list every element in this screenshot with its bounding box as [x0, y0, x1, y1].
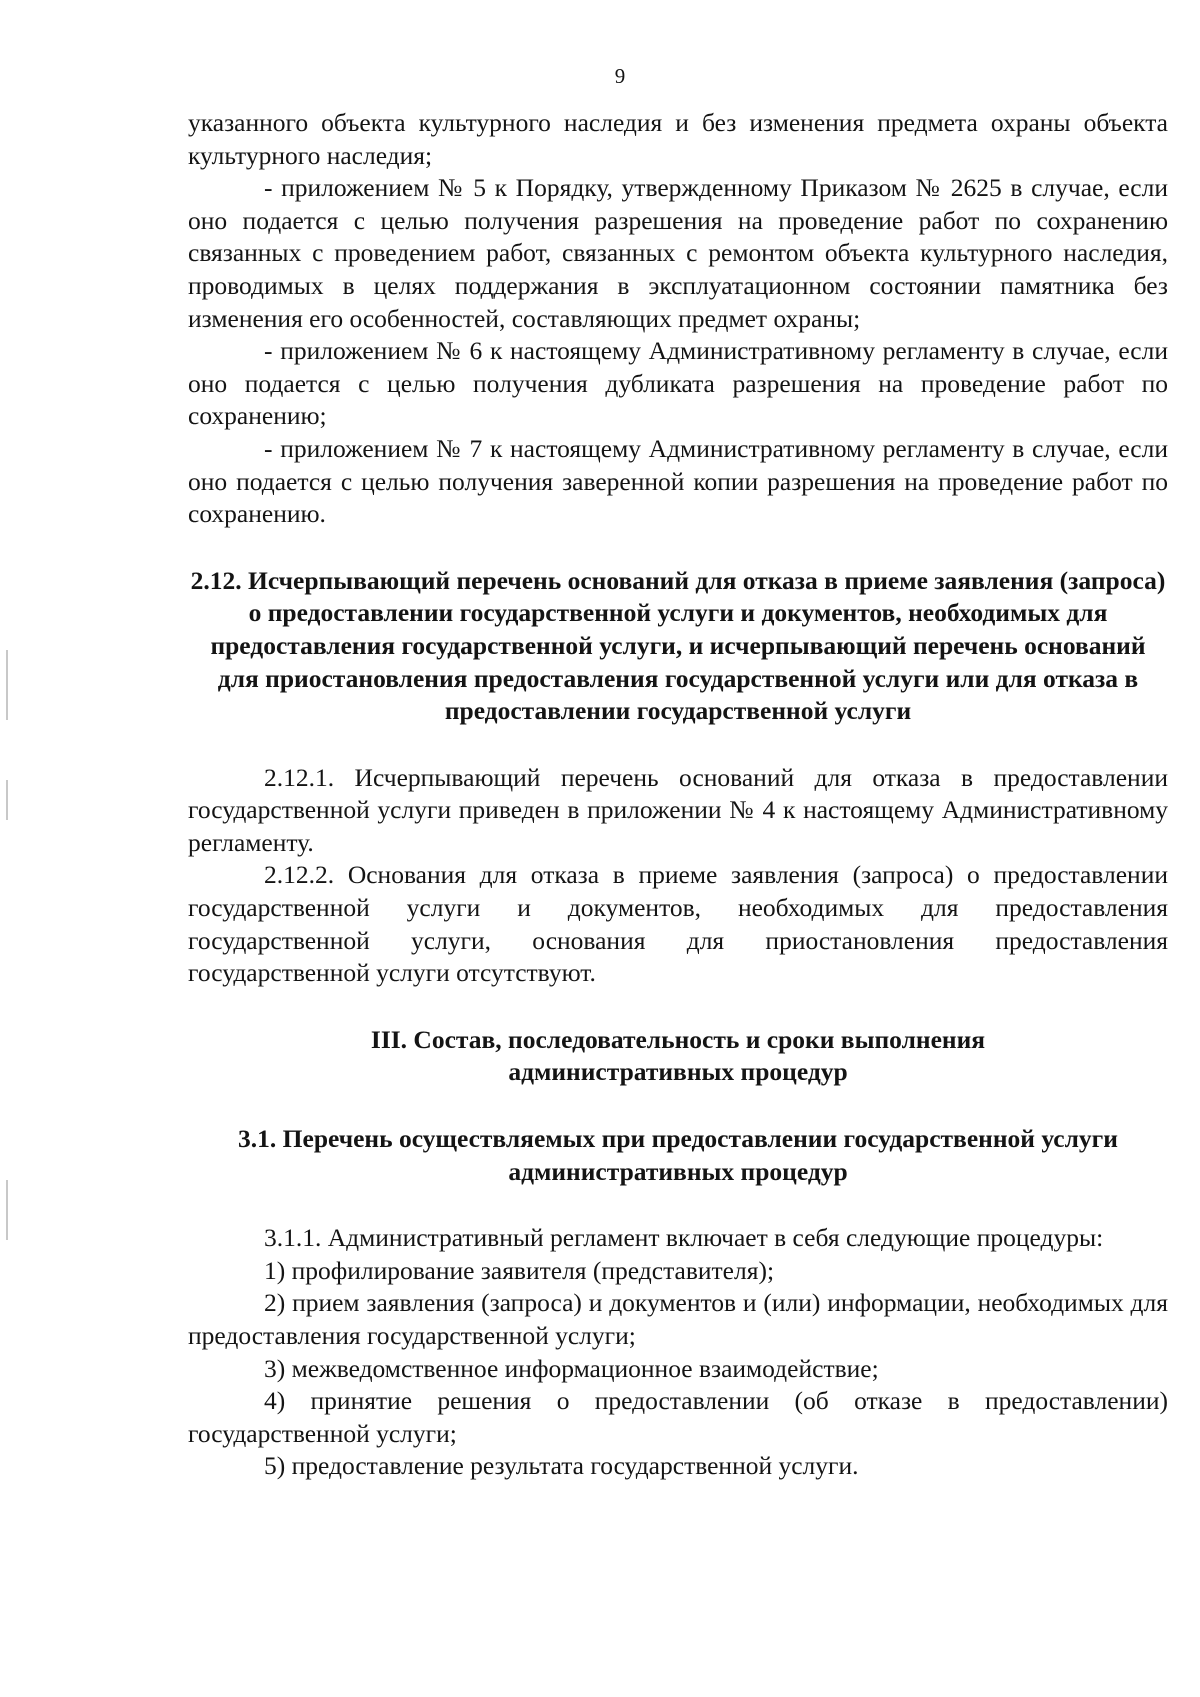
page-number: 9 — [614, 64, 626, 88]
section-2-12-heading: 2.12. Исчерпывающий перечень оснований для отказа в приеме заявления (запроса) о предоставлении государственной услуги и документов, необходимых для предоставления государственной услуги, и исчерпывающий перечень оснований для приостановления предоставления государственной услуги или для отказа в предоставлении государственной услуги — [190, 565, 1166, 726]
intro-paragraph: - приложением № 7 к настоящему Административному регламенту в случае, если оно подается с целью получения заверенной копии разрешения на проведение работ по сохранению. — [188, 433, 1168, 529]
scan-margin-mark — [6, 780, 8, 820]
procedure-item: 4) принятие решения о предоставлении (об отказе в предоставлении) государственной услуги; — [188, 1386, 1168, 1448]
spacer — [188, 1089, 1168, 1123]
scan-margin-mark — [6, 1180, 8, 1240]
intro-paragraph: указанного объекта культурного наследия и без изменения предмета охраны объекта культурного наследия; — [188, 108, 1168, 170]
procedure-item: 1) профилирование заявителя (представителя); — [264, 1255, 775, 1285]
spacer — [188, 531, 1168, 565]
procedure-item: 5) предоставление результата государственной услуги. — [264, 1451, 859, 1481]
scan-margin-mark — [6, 650, 8, 720]
procedure-item: 3) межведомственное информационное взаимодействие; — [264, 1353, 879, 1383]
procedure-item: 2) прием заявления (запроса) и документов и (или) информации, необходимых для предоставления государственной услуги; — [188, 1288, 1168, 1350]
section-3-1-heading: 3.1. Перечень осуществляемых при предоставлении государственной услуги административных процедур — [238, 1124, 1118, 1186]
spacer — [188, 990, 1168, 1024]
document-body — [188, 107, 1168, 1483]
section-2-12-paragraph: 2.12.2. Основания для отказа в приеме заявления (запроса) о предоставлении государственной услуги и документов, необходимых для предоставления государственной услуги, основания для приостановления предоставления государственной услуги отсутствуют. — [188, 860, 1168, 988]
section-3-heading: III. Состав, последовательность и сроки выполнения административных процедур — [370, 1024, 986, 1087]
spacer — [188, 1188, 1168, 1222]
section-2-12-paragraph: 2.12.1. Исчерпывающий перечень оснований для отказа в предоставлении государственной услуги приведен в приложении № 4 к настоящему Административному регламенту. — [188, 762, 1168, 857]
intro-paragraph: - приложением № 6 к настоящему Административному регламенту в случае, если оно подается с целью получения дубликата разрешения на проведение работ по сохранению; — [188, 336, 1168, 431]
spacer — [188, 728, 1168, 762]
section-3-1-intro: 3.1.1. Административный регламент включает в себя следующие процедуры: — [264, 1223, 1104, 1253]
intro-paragraph: - приложением № 5 к Порядку, утвержденному Приказом № 2625 в случае, если оно подается с целью получения разрешения на проведение работ по сохранению связанных с проведением работ, связанных с ремонтом объекта культурного наследия, проводимых в целях поддержания в эксплуатационном состоянии памятника без изменения его особенностей, составляющих предмет охраны; — [188, 173, 1168, 333]
